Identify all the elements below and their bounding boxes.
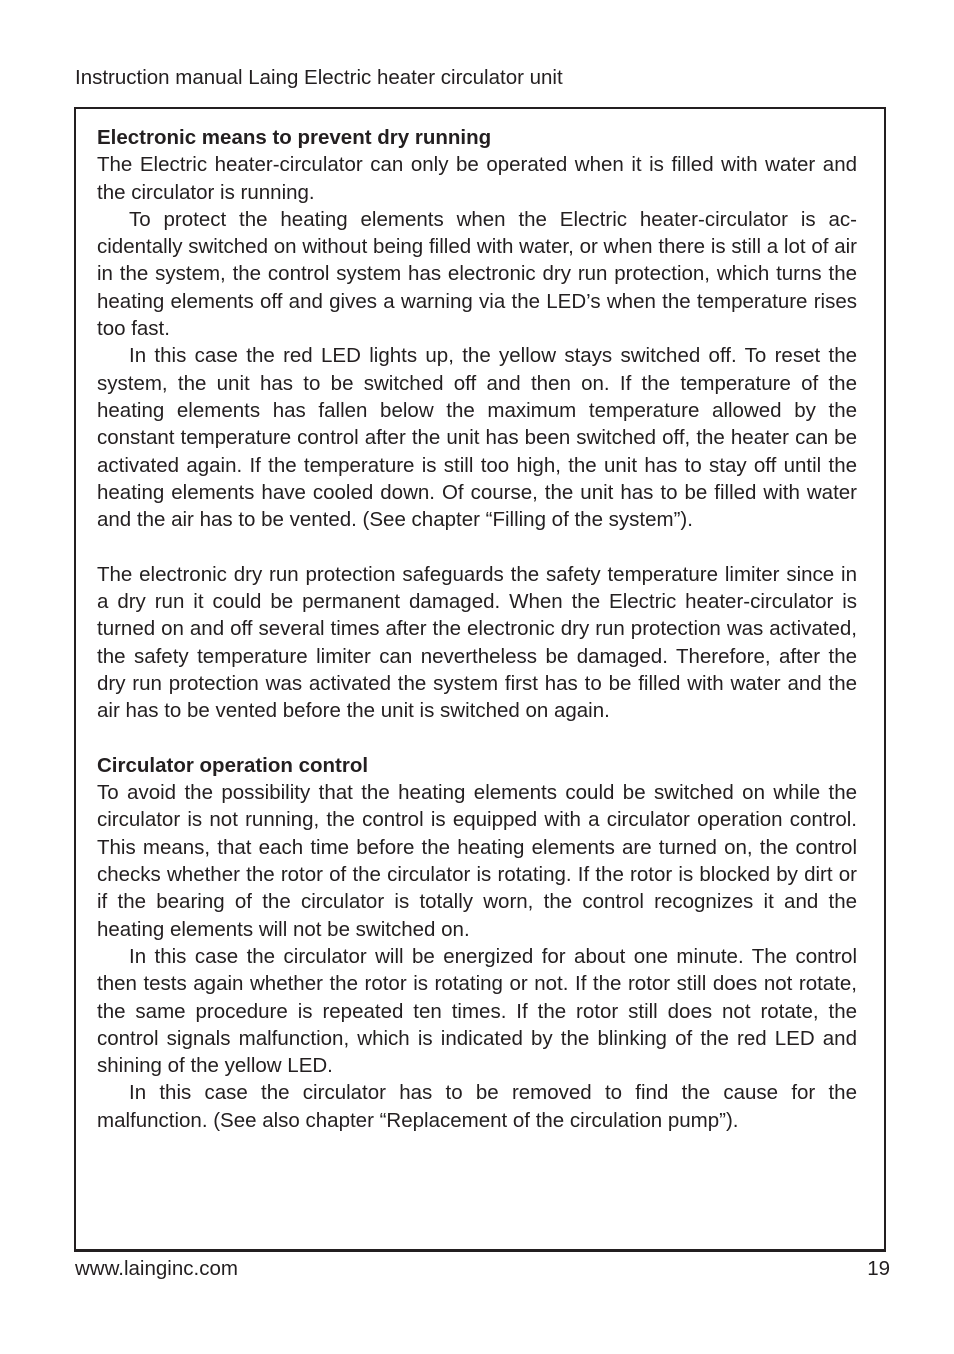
paragraph: In this case the red LED lights up, the yellow stays switched off. To reset the system, the unit has to be switched off and then on. If the temperature of the heating elements has fallen below the maximum temperature allowed by the constant temperature control after the unit has been switched off, the heater can be activated again. If the temperature is still too high, the unit has to stay off until the heating elements have cooled down. Of course, the unit has to be filled with water and the air has to be vented. (See chapter “Filling of the system”). xyxy=(97,344,857,532)
footer-url-link[interactable]: www.lainginc.com xyxy=(75,1257,238,1280)
paragraph-spacer xyxy=(97,725,857,752)
page-number: 19 xyxy=(867,1257,890,1280)
page-content xyxy=(97,124,857,1134)
paragraph: In this case the circulator will be energized for about one minute. The control then tests again whether the rotor is rotating or not. If the rotor still does not rotate, the same procedure is repeated ten times. If the rotor still does not rotate, the control signals malfunction, which is indicated by the blinking of the red LED and shining of the yellow LED. xyxy=(97,944,857,1078)
paragraph: The Electric heater-circulator can only be operated when it is filled with water and the circulator is running. xyxy=(97,153,857,204)
section-heading-circulator-control: Circulator operation control xyxy=(97,753,369,777)
section-heading-dry-running: Electronic means to prevent dry running xyxy=(97,126,492,149)
paragraph: In this case the circulator has to be removed to find the cause for the malfunction. (See also chapter “Replacement of the circulation pump”). xyxy=(97,1081,857,1132)
running-header: Instruction manual Laing Electric heater circulator unit xyxy=(75,66,563,89)
paragraph-spacer xyxy=(97,533,857,560)
paragraph: To avoid the possibility that the heating elements could be switched on while the circulator is not running, the control is equipped with a circulator operation control. This means, that each time before the heating elements are turned on, the control checks whether the rotor of the circulator is rotating. If the rotor is blocked by dirt or if the bearing of the circulator is totally worn, the control recognizes it and the heating elements will not be switched on. xyxy=(97,781,857,941)
paragraph: To protect the heating elements when the Electric heater-circulator is accidentally switched on without being filled with water, or when there is still a lot of air in the system, the control system has electronic dry run protection, which turns the heating elements off and gives a warning via the LED’s when the temperature rises too fast. xyxy=(97,207,857,341)
paragraph: The electronic dry run protection safeguards the safety temperature limiter since in a dry run it could be permanent damaged. When the Electric heater-circulator is turned on and off several times after the electronic dry run protection was activated, the safety temperature limiter can nevertheless be damaged. Therefore, after the dry run protection was activated the system first has to be filled with water and the air has to be vented before the unit is switched on again. xyxy=(97,562,857,723)
